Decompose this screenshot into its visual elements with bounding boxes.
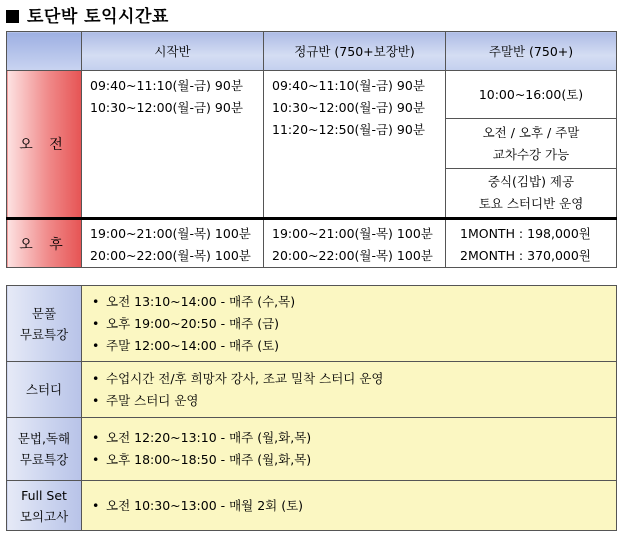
price-line: 2MONTH : 370,000원 (460, 248, 591, 263)
time-line: 10:30~12:00(월-금) 90분 (90, 100, 243, 115)
bullet-icon: • (92, 315, 100, 331)
label-line: 무료특강 (19, 452, 69, 467)
list-item-text: 주말 스터디 운영 (106, 392, 199, 408)
info-label-study (7, 362, 82, 418)
list-item (92, 390, 616, 412)
list-item (92, 335, 616, 357)
weekend-mix-line: 오전 / 오후 / 주말 (482, 124, 580, 140)
bullet-icon: • (92, 452, 100, 467)
weekend-lunch (446, 169, 617, 219)
list-item (92, 368, 616, 390)
list-item (92, 449, 616, 471)
square-bullet-icon (6, 10, 19, 23)
time-line: 11:20~12:50(월-금) 90분 (272, 122, 425, 137)
time-line: 20:00~22:00(월-목) 100분 (272, 248, 433, 263)
list-item-text: 오후 18:00~18:50 - 매주 (월,화,목) (106, 452, 312, 467)
am-label: 오 전 (7, 71, 82, 219)
list-item (92, 313, 616, 335)
list-item-text: 오전 10:30~13:00 - 매월 2회 (토) (106, 497, 304, 513)
info-body-study (82, 362, 617, 418)
list-item-text: 수업시간 전/후 희망자 강사, 조교 밀착 스터디 운영 (106, 370, 384, 386)
label-line: 무료특강 (19, 326, 69, 342)
label-line: 문법,독해 (17, 431, 71, 446)
list-item-text: 주말 12:00~14:00 - 매주 (토) (106, 337, 280, 353)
time-line: 20:00~22:00(월-목) 100분 (90, 248, 251, 263)
time-line: 10:30~12:00(월-금) 90분 (272, 100, 425, 115)
list-item-text: 오전 12:20~13:10 - 매주 (월,화,목) (106, 430, 312, 445)
info-body-munpul (82, 286, 617, 362)
header-weekend: 주말반 (750+) (446, 32, 617, 71)
list-item (92, 291, 616, 313)
info-label-grammar (7, 418, 82, 481)
weekend-lunch-line: 토요 스터디반 운영 (478, 196, 584, 211)
am-regular-times (264, 71, 446, 219)
schedule-table (6, 31, 617, 268)
label-line: 문풀 (31, 305, 57, 321)
label-line: 모의고사 (19, 508, 69, 524)
weekend-time: 10:00~16:00(토) (446, 71, 617, 119)
weekend-lunch-line: 중식(김밥) 제공 (487, 174, 575, 189)
am-starter-times (82, 71, 264, 219)
pm-label: 오 후 (7, 219, 82, 268)
time-line: 09:40~11:10(월-금) 90분 (272, 78, 425, 93)
weekend-mix (446, 119, 617, 169)
bullet-icon: • (92, 293, 100, 309)
time-line: 19:00~21:00(월-목) 100분 (272, 226, 433, 241)
info-table (6, 285, 617, 531)
pm-starter-times (82, 219, 264, 268)
bullet-icon: • (92, 392, 100, 408)
list-item (92, 427, 616, 449)
bullet-icon: • (92, 430, 100, 445)
time-line: 19:00~21:00(월-목) 100분 (90, 226, 251, 241)
page-title-text: 토단박 토익시간표 (27, 7, 169, 27)
corner-header (7, 32, 82, 71)
label-line: 스터디 (25, 382, 63, 397)
list-item (92, 495, 616, 517)
bullet-icon: • (92, 370, 100, 386)
header-regular: 정규반 (750+보장반) (264, 32, 446, 71)
price-line: 1MONTH : 198,000원 (460, 226, 591, 241)
pm-regular-times (264, 219, 446, 268)
bullet-icon: • (92, 337, 100, 353)
page-title (6, 2, 169, 27)
info-label-mock (7, 481, 82, 531)
pm-prices (446, 219, 617, 268)
info-body-mock (82, 481, 617, 531)
header-starter: 시작반 (82, 32, 264, 71)
time-line: 09:40~11:10(월-금) 90분 (90, 78, 243, 93)
weekend-mix-line: 교차수강 가능 (492, 146, 570, 162)
bullet-icon: • (92, 497, 100, 513)
list-item-text: 오전 13:10~14:00 - 매주 (수,목) (106, 293, 296, 309)
label-line: Full Set (21, 487, 67, 503)
list-item-text: 오후 19:00~20:50 - 매주 (금) (106, 315, 280, 331)
info-body-grammar (82, 418, 617, 481)
info-label-munpul (7, 286, 82, 362)
